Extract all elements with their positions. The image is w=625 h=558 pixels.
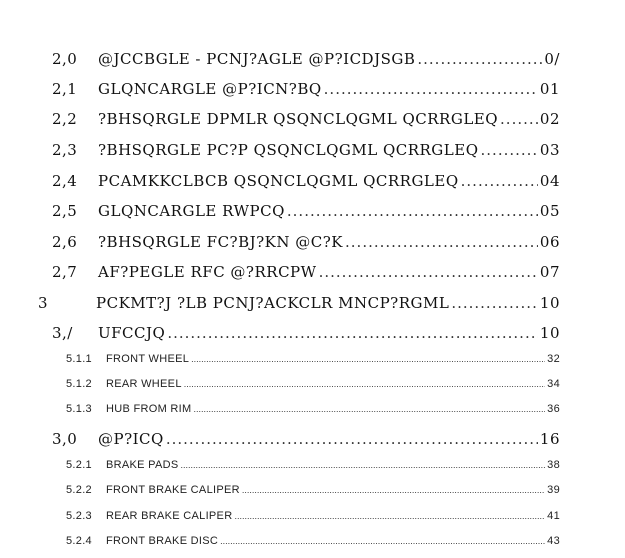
toc-entry-page: 36 <box>547 403 560 415</box>
toc-entry-page: 07 <box>539 263 560 281</box>
toc-entry-number: 2,2 <box>52 110 78 128</box>
toc-entry[interactable] <box>52 172 560 190</box>
toc-entry-page: 39 <box>547 484 560 496</box>
toc-subentry[interactable] <box>66 484 560 496</box>
toc-entry-title: FRONT WHEEL <box>106 353 190 365</box>
dot-leader <box>242 485 545 495</box>
dot-leader <box>319 263 538 281</box>
toc-entry-page: 41 <box>547 510 560 522</box>
toc-entry-number: 5.2.1 <box>66 459 92 471</box>
toc-entry[interactable] <box>52 50 560 68</box>
dot-leader <box>220 536 545 546</box>
toc-entry-title: BRAKE PADS <box>106 459 179 471</box>
toc-entry-title: ?BHSQRGLE PC?P QSQNCLQGML QCRRGLEQ <box>98 141 479 159</box>
toc-subentry[interactable] <box>66 535 560 547</box>
toc-entry-title: FRONT BRAKE DISC <box>106 535 219 547</box>
toc-entry-title: GLQNCARGLE @P?ICN?BQ <box>98 80 322 98</box>
toc-subentry[interactable] <box>66 353 560 365</box>
toc-entry[interactable] <box>52 233 560 251</box>
toc-entry-number: 5.2.2 <box>66 484 92 496</box>
toc-entry-title: @P?ICQ <box>98 430 164 448</box>
toc-entry-number: 5.1.1 <box>66 353 92 365</box>
toc-entry-page: 02 <box>539 110 560 128</box>
toc-entry-number: 5.1.3 <box>66 403 92 415</box>
toc-entry[interactable] <box>52 202 560 220</box>
toc-entry-title: ?BHSQRGLE FC?BJ?KN @C?K <box>98 233 344 251</box>
toc-entry-number: 3,0 <box>52 430 78 448</box>
toc-entry-page: 38 <box>547 459 560 471</box>
toc-entry-title: GLQNCARGLE RWPCQ <box>98 202 285 220</box>
toc-entry-page: 04 <box>539 172 560 190</box>
dot-leader <box>345 233 538 251</box>
toc-entry[interactable] <box>52 263 560 281</box>
toc-entry-page: 03 <box>539 141 560 159</box>
toc-entry-title: FRONT BRAKE CALIPER <box>106 484 240 496</box>
dot-leader <box>324 80 538 98</box>
toc-subentry[interactable] <box>66 510 560 522</box>
toc-entry[interactable] <box>52 80 560 98</box>
toc-entry-page: 43 <box>547 535 560 547</box>
toc-entry[interactable] <box>52 324 560 342</box>
dot-leader <box>193 404 545 414</box>
toc-entry-number: 2,3 <box>52 141 78 159</box>
toc-entry-number: 2,0 <box>52 50 78 68</box>
toc-entry-number: 2,1 <box>52 80 78 98</box>
toc-entry-title: @JCCBGLE - PCNJ?AGLE @P?ICDJSGB <box>98 50 416 68</box>
toc-subentry[interactable] <box>66 403 560 415</box>
toc-entry-title: HUB FROM RIM <box>106 403 192 415</box>
toc-chapter[interactable] <box>38 294 560 312</box>
toc-entry-page: 01 <box>539 80 560 98</box>
toc-subentry[interactable] <box>66 459 560 471</box>
dot-leader <box>167 324 538 342</box>
toc-entry-title: PCAMKKCLBCB QSQNCLQGML QCRRGLEQ <box>98 172 459 190</box>
toc-entry-number: 2,5 <box>52 202 78 220</box>
dot-leader <box>191 354 545 364</box>
toc-entry-title: ?BHSQRGLE DPMLR QSQNCLQGML QCRRGLEQ <box>98 110 499 128</box>
toc-entry[interactable] <box>52 141 560 159</box>
toc-entry-number: 3 <box>38 294 49 312</box>
toc-entry-title: UFCCJQ <box>98 324 166 342</box>
toc-entry-title: REAR BRAKE CALIPER <box>106 510 233 522</box>
toc-entry[interactable] <box>52 430 560 448</box>
toc-entry-page: 05 <box>539 202 560 220</box>
toc-entry-number: 5.2.3 <box>66 510 92 522</box>
toc-entry-page: 10 <box>539 324 560 342</box>
dot-leader <box>500 110 538 128</box>
toc-entry-title: AF?PEGLE RFC @?RRCPW <box>98 263 317 281</box>
toc-entry-number: 5.2.4 <box>66 535 92 547</box>
dot-leader <box>451 294 538 312</box>
toc-entry-page: 10 <box>539 294 560 312</box>
dot-leader <box>166 430 538 448</box>
toc-entry-title: PCKMT?J ?LB PCNJ?ACKCLR MNCP?RGML <box>96 294 450 312</box>
toc-entry-page: 34 <box>547 378 560 390</box>
dot-leader <box>417 50 542 68</box>
toc-entry-number: 3,/ <box>52 324 73 342</box>
toc-entry[interactable] <box>52 110 560 128</box>
toc-entry-number: 5.1.2 <box>66 378 92 390</box>
dot-leader <box>287 202 538 220</box>
toc-subentry[interactable] <box>66 378 560 390</box>
dot-leader <box>461 172 538 190</box>
dot-leader <box>184 379 545 389</box>
dot-leader <box>481 141 538 159</box>
toc-entry-number: 2,7 <box>52 263 78 281</box>
toc-entry-number: 2,4 <box>52 172 78 190</box>
dot-leader <box>234 511 545 521</box>
toc-entry-page: 16 <box>539 430 560 448</box>
dot-leader <box>181 460 546 470</box>
toc-entry-page: 32 <box>547 353 560 365</box>
toc-entry-page: 06 <box>539 233 560 251</box>
toc-entry-number: 2,6 <box>52 233 78 251</box>
toc-entry-page: 0/ <box>544 50 560 68</box>
toc-entry-title: REAR WHEEL <box>106 378 182 390</box>
